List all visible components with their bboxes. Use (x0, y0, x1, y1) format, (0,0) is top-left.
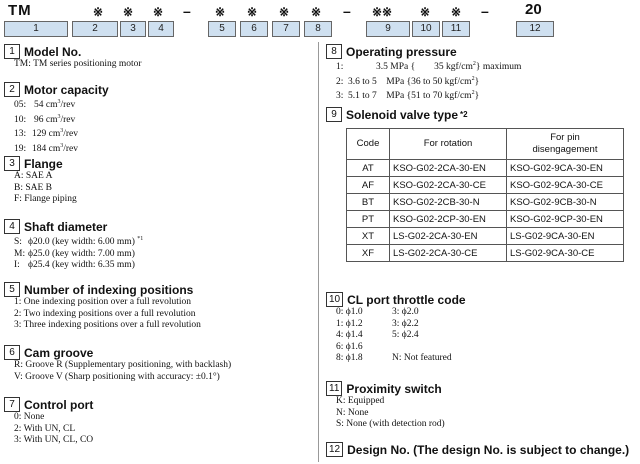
section-title: Operating pressure (346, 44, 457, 59)
table-row: PT KSO-G02-2CP-30-EN KSO-G02-9CP-30-EN (347, 211, 624, 228)
option-line: 2: Two indexing positions over a full revolution (14, 308, 196, 319)
column-header: For rotation (390, 129, 507, 160)
code-box: 6 (240, 21, 268, 37)
option-line: I: ϕ25.4 (key width: 6.35 mm) (14, 260, 135, 271)
code-suffix: 20 (525, 1, 542, 18)
section-control-port (4, 397, 93, 447)
section-number: 1 (4, 44, 20, 59)
footnote-mark: *2 (460, 110, 468, 119)
option-line: 3: With UN, CL, CO (14, 435, 94, 445)
section-number: 2 (4, 82, 20, 97)
section-model-no (4, 44, 142, 71)
list-item: 4: ϕ1.4 5: ϕ2.4 (336, 330, 419, 340)
code-dash: – (183, 3, 191, 19)
option-line: F: Flange piping (14, 194, 77, 204)
column-header: For pin disengagement (507, 129, 624, 160)
table-row: BT KSO-G02-2CB-30-N KSO-G02-9CB-30-N (347, 194, 624, 211)
code-box: 9 (366, 21, 410, 37)
option-line: N: None (336, 407, 369, 418)
code-placeholder: ※ (247, 5, 258, 19)
code-box: 5 (208, 21, 236, 37)
table-row: AF KSO-G02-2CA-30-CE KSO-G02-9CA-30-CE (347, 177, 624, 194)
code-placeholder: ※ (93, 5, 104, 19)
section-number: 7 (4, 397, 20, 412)
code-placeholder: ※ (311, 5, 322, 19)
option-line: A: SAE A (14, 171, 53, 181)
section-cl-port-throttle (326, 292, 466, 365)
section-title: Shaft diameter (24, 219, 108, 234)
list-item: 1: ϕ1.2 3: ϕ2.2 (336, 318, 419, 329)
section-title: Flange (24, 156, 63, 171)
section-number: 5 (4, 282, 20, 297)
section-title: Model No. (24, 44, 82, 59)
section-title: Proximity switch (346, 381, 442, 396)
list-item: 8: ϕ1.8 N: Not featured (336, 353, 452, 363)
code-placeholder: ※ (420, 5, 431, 19)
section-number: 10 (326, 292, 343, 307)
code-placeholder: ※ (451, 5, 462, 19)
section-design-no (326, 442, 629, 457)
code-box: 8 (304, 21, 332, 37)
code-box: 11 (442, 21, 470, 37)
section-number: 9 (326, 107, 342, 122)
option-line: 0: None (14, 412, 45, 422)
section-title: Number of indexing positions (24, 282, 194, 297)
code-placeholder: ※ (279, 5, 290, 19)
option-line: 2: 3.6 to 5 MPa {36 to 50 kgf/$cm^2$} (336, 75, 480, 87)
column-header: Code (347, 129, 390, 160)
section-cam-groove (4, 345, 231, 383)
section-number: 6 (4, 345, 20, 360)
option-line: V: Groove V (Sharp positioning with accuracy: ±0.1°) (14, 371, 220, 382)
option-line: M: ϕ25.0 (key width: 7.00 mm) (14, 248, 135, 259)
column-divider (318, 42, 319, 462)
code-box: 10 (412, 21, 440, 37)
section-title: Control port (24, 397, 94, 412)
code-box: 4 (148, 21, 174, 37)
section-number: 8 (326, 44, 342, 59)
option-line: K: Equipped (336, 396, 385, 406)
section-title: Cam groove (24, 345, 94, 360)
code-dash: – (343, 3, 351, 19)
section-number: 3 (4, 156, 20, 171)
section-operating-pressure (326, 44, 521, 103)
option-line: B: SAE B (14, 182, 53, 193)
section-flange (4, 156, 77, 206)
code-prefix: TM (8, 2, 32, 19)
section-indexing-positions (4, 282, 201, 332)
option-line: 1: One indexing position over a full revolution (14, 297, 192, 307)
table-row: AT KSO-G02-2CA-30-EN KSO-G02-9CA-30-EN (347, 160, 624, 177)
section-title: Design No. (The design No. is subject to change.) (347, 442, 630, 457)
option-line: 05: 54 $cm^3$/rev (14, 99, 76, 111)
section-proximity-switch (326, 381, 445, 431)
code-box: 3 (120, 21, 146, 37)
list-item: 0: ϕ1.0 3: ϕ2.0 (336, 307, 419, 317)
code-placeholder: ※ (153, 5, 164, 19)
section-title: CL port throttle code (347, 292, 466, 307)
option-line: TM: TM series positioning motor (14, 59, 142, 69)
option-line: S: None (with detection rod) (336, 419, 445, 429)
section-solenoid-valve (326, 107, 624, 262)
option-line: 2: With UN, CL (14, 423, 76, 434)
option-line: 3: 5.1 to 7 MPa {51 to 70 kgf/$cm^2$} (336, 90, 480, 102)
code-box: 7 (272, 21, 300, 37)
option-line: 3: Three indexing positions over a full revolution (14, 320, 201, 330)
table-row: XF LS-G02-2CA-30-CE LS-G02-9CA-30-CE (347, 245, 624, 262)
code-placeholder: ※ (123, 5, 134, 19)
option-line: 10: 96 $cm^3$/rev (14, 113, 76, 125)
section-motor-capacity (4, 82, 109, 156)
section-title: Solenoid valve type (346, 107, 459, 122)
code-box: 1 (4, 21, 68, 37)
option-line: S: ϕ20.0 (key width: 6.00 mm) $^{*1}$ (14, 236, 144, 248)
throttle-code-list (326, 307, 466, 365)
code-placeholder: ※ (215, 5, 226, 19)
option-line: 1: 3.5 MPa { 35 kgf/$cm^2$} maximum (336, 61, 522, 73)
section-number: 4 (4, 219, 20, 234)
section-shaft-diameter (4, 219, 143, 272)
option-line: R: Groove R (Supplementary positioning, with backlash) (14, 360, 232, 370)
section-number: 11 (326, 381, 342, 396)
footnote-mark: *1 (137, 236, 144, 242)
table-row: XT LS-G02-2CA-30-EN LS-G02-9CA-30-EN (347, 228, 624, 245)
code-dash: – (481, 3, 489, 19)
option-line: 19: 184 $cm^3$/rev (14, 142, 79, 155)
table-header-row (347, 129, 624, 160)
section-title: Motor capacity (24, 82, 109, 97)
solenoid-valve-table (346, 128, 624, 262)
code-box: 2 (72, 21, 118, 37)
code-placeholder: ※※ (372, 5, 393, 19)
option-line: 13: 129 $cm^3$/rev (14, 128, 79, 140)
section-number: 12 (326, 442, 343, 457)
list-item: 6: ϕ1.6 (336, 341, 363, 352)
code-box: 12 (516, 21, 554, 37)
